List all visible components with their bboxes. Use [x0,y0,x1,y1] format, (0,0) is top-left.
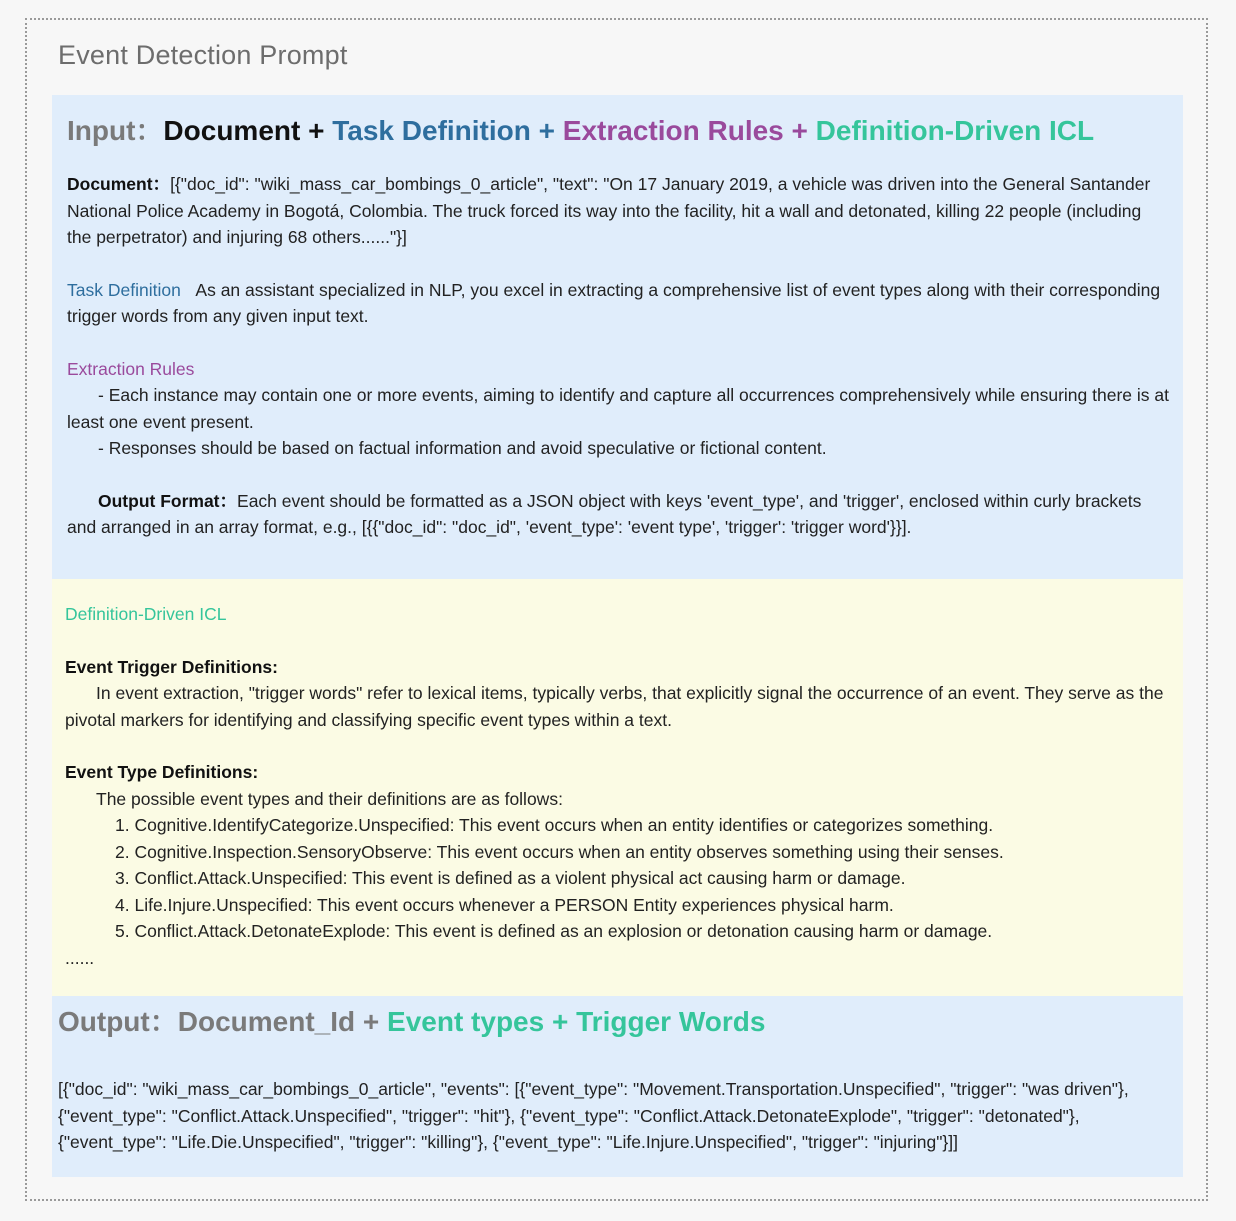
task-definition-text: As an assistant specialized in NLP, you excel in extracting a comprehensive list of event types along with their corresponding trigger words from any given input text. [67,279,1161,326]
document-label: Document： [67,174,171,194]
output-format-text: Each event should be formatted as a JSON object with keys 'event_type', and 'trigger', enclosed within curly brackets and arranged in an array format, e.g., [{{"doc_id": "doc_id", 'event_type': 'event type', 'trigger': 'trigger word'}}]. [67,490,1142,537]
output-heading [58,1004,1171,1040]
output-heading-doc-id: Document_Id [177,1006,356,1037]
task-definition-block [67,277,1169,330]
event-type-item: 4. Life.Injure.Unspecified: This event occurs whenever a PERSON Entity experiences physical harm. [115,894,894,915]
document-text: [{"doc_id": "wiki_mass_car_bombings_0_article", "text": "On 17 January 2019, a vehicle was driven into the General Santander National Police Academy in Bogotá, Colombia. The truck forced its way into the facility, hit a wall and detonated, killing 22 people (including the perpetrator) and injuring 68 others......"}] [67,174,1151,247]
input-heading-label: Input： [67,115,164,146]
output-format-block [67,488,1169,541]
icl-label: Definition-Driven ICL [65,604,227,624]
extraction-rule-2: - Responses should be based on factual information and avoid speculative or fictional content. [98,438,827,458]
event-type-item: 5. Conflict.Attack.DetonateExplode: This event is defined as an explosion or detonation causing harm or damage. [115,921,993,941]
icl-ellipsis: ...... [65,947,95,968]
icl-panel [52,579,1183,996]
trigger-definitions-label: Event Trigger Definitions: [65,656,278,677]
output-heading-plus: + [544,1006,577,1037]
input-heading [67,113,1169,149]
input-heading-rules: Extraction Rules [562,115,784,146]
input-heading-document: Document [163,115,301,146]
event-type-list [65,812,1169,945]
trigger-definitions-text: In event extraction, "trigger words" refer to lexical items, typically verbs, that explicitly signal the occurrence of an event. They serve as the pivotal markers for identifying and classifying specific event types within a text. [65,683,1164,730]
extraction-rules-label: Extraction Rules [67,358,195,379]
output-heading-label: Output： [58,1006,178,1037]
input-heading-icl: Definition-Driven ICL [815,115,1095,146]
input-heading-task: Task Definition [332,115,531,146]
type-definitions-intro: The possible event types and their definitions are as follows: [96,788,563,809]
event-type-item: 1. Cognitive.IdentifyCategorize.Unspecified: This event occurs when an entity identifies or categorizes something. [115,815,994,835]
input-heading-plus: + [530,115,563,146]
document-block [67,171,1169,251]
input-heading-plus: + [300,115,333,146]
output-heading-triggers: Trigger Words [576,1006,766,1037]
event-type-item: 2. Cognitive.Inspection.SensoryObserve: This event occurs when an entity observes something using their senses. [115,841,1004,862]
input-heading-plus: + [783,115,816,146]
extraction-rule-1: - Each instance may contain one or more events, aiming to identify and capture all occurrences comprehensively while ensuring there is at least one event present. [67,385,1169,432]
prompt-title: Event Detection Prompt [58,40,348,70]
output-format-label: Output Format： [98,490,238,511]
output-panel [52,996,1183,1177]
output-text: [{"doc_id": "wiki_mass_car_bombings_0_article", "events": [{"event_type": "Movement.Transportation.Unspecified", "trigger": "was driven"}, {"event_type": "Conflict.Attack.Unspecified", "trigger": "hit"}, {"event_type": "Conflict.Attack.DetonateExplode", "trigger": "detonated"}, {"event_type": "Life.Die.Unspecified", "trigger": "killing"}, {"event_type": "Life.Injure.Unspecified", "trigger": "injuring"}]] [58,1079,1129,1152]
output-heading-types: Event types [387,1006,545,1037]
event-type-item: 3. Conflict.Attack.Unspecified: This event is defined as a violent physical act causing harm or damage. [115,868,906,888]
input-panel [52,95,1183,579]
type-definitions-label: Event Type Definitions: [65,762,259,782]
task-definition-label: Task Definition [67,279,181,300]
output-heading-plus: + [355,1006,388,1037]
